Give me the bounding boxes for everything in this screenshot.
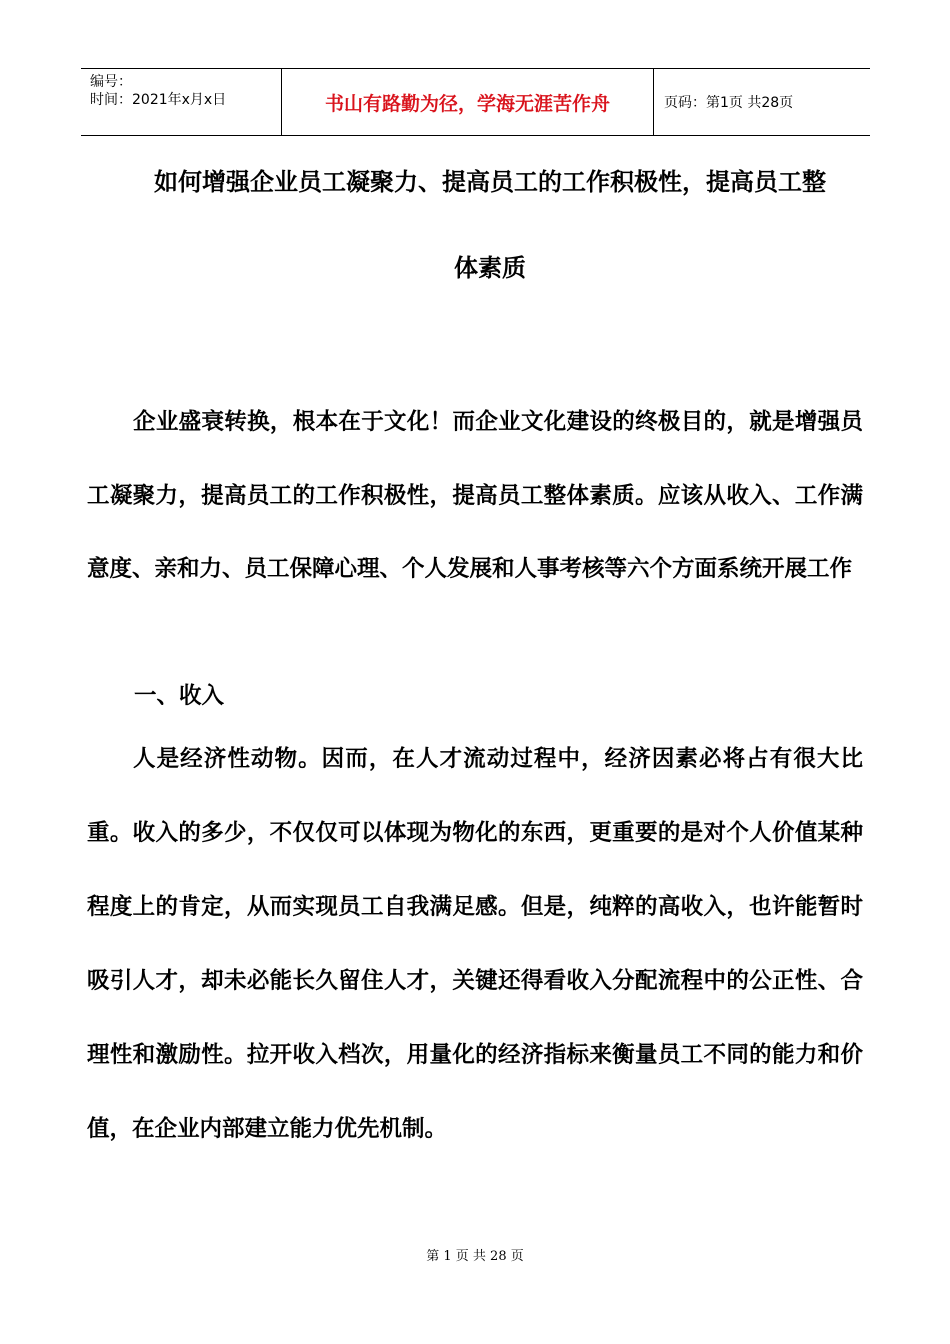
header-page-info: 页码：第1页 共28页 <box>664 95 794 111</box>
number-label: 编号： <box>90 74 132 90</box>
section-heading-income: 一、收入 <box>134 683 225 709</box>
header-motto: 书山有路勤为径，学海无涯苦作舟 <box>281 69 654 135</box>
paragraph-income: 人是经济性动物。因而，在人才流动过程中，经济因素必将占有很大比重。收入的多少，不仅仅可以体现为物化的东西，更重要的是对个人价值某种程度上的肯定，从而实现员工自我满足感。但是，纯粹的高收入，也许能暂时吸引人才，却未必能长久留住人才，关键还得看收入分配流程中的公正性、合理性和激励性。拉开收入档次，用量化的经济指标来衡量员工不同的能力和价值，在企业内部建立能力优先机制。 <box>87 746 863 1142</box>
paragraph-intro: 企业盛衰转换，根本在于文化！而企业文化建设的终极目的，就是增强员工凝聚力，提高员工的工作积极性，提高员工整体素质。应该从收入、工作满意度、亲和力、员工保障心理、个人发展和人事考核等六个方面系统开展工作 <box>87 409 863 582</box>
header-meta <box>81 69 281 135</box>
time-label: 时间：2021年x月x日 <box>90 92 227 108</box>
page-header <box>81 68 870 136</box>
doc-title-line2: 体素质 <box>454 253 526 282</box>
page-footer: 第 1 页 共 28 页 <box>426 1249 524 1264</box>
doc-title-line1: 如何增强企业员工凝聚力、提高员工的工作积极性，提高员工整 <box>154 167 826 196</box>
